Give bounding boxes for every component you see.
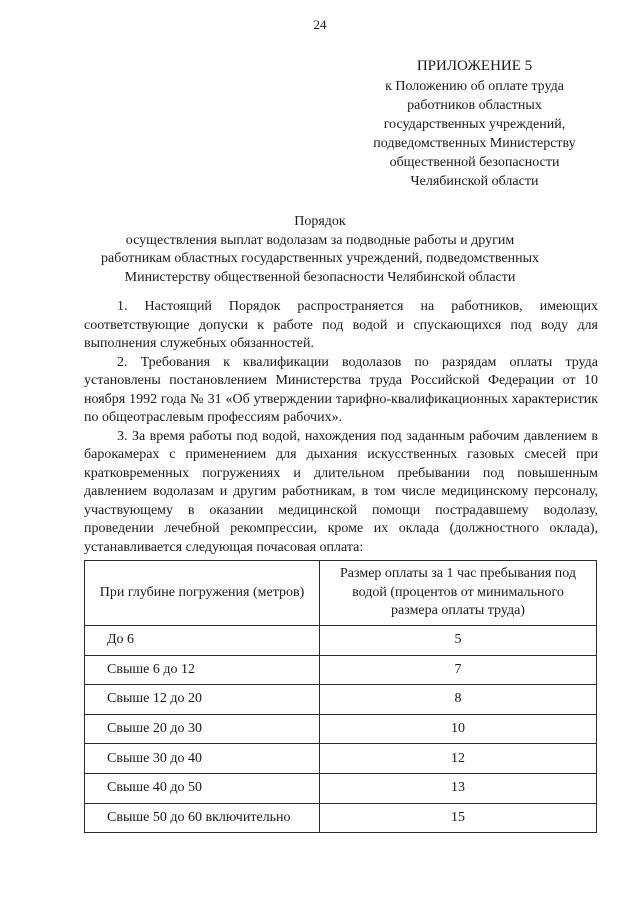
- appendix-line: Челябинской области: [410, 174, 539, 189]
- appendix-line: общественной безопасности: [389, 155, 560, 170]
- heading-line: осуществления выплат водолазам за подводные работы и другим: [125, 232, 515, 248]
- depth-cell: До 6: [85, 626, 320, 656]
- document-heading: [80, 213, 560, 287]
- depth-cell: Свыше 40 до 50: [85, 773, 320, 803]
- table-row: [85, 655, 597, 685]
- depth-cell: Свыше 30 до 40: [85, 744, 320, 774]
- depth-cell: Свыше 20 до 30: [85, 714, 320, 744]
- table-row: [85, 714, 597, 744]
- rate-cell: 7: [320, 655, 597, 685]
- table-row: [85, 685, 597, 715]
- heading-line: работникам областных государственных учреждений, подведомственных: [100, 251, 539, 266]
- heading-line: Министерству общественной безопасности Челябинской области: [124, 269, 516, 285]
- table-row: [85, 626, 597, 656]
- heading-title: Порядок: [294, 214, 346, 229]
- appendix-title: ПРИЛОЖЕНИЕ 5: [416, 58, 533, 74]
- appendix-block: [352, 57, 597, 191]
- rate-cell: 5: [320, 626, 597, 656]
- appendix-line: государственных учреждений,: [383, 117, 566, 132]
- table-row: [85, 744, 597, 774]
- depth-cell: Свыше 50 до 60 включительно: [85, 803, 320, 833]
- paragraph-3: 3. За время работы под водой, нахождения под заданным рабочим давлением в барокамерах с применением для дыхания искусственных газовых смесей при кратковременных погружениях и длительном пребывании под повышенным давлением водолазам и другим работникам, в том числе медицинскому персоналу, участвующему в оказании медицинской помощи пострадавшему водолазу, проведении лечебной рекомпрессии, кроме их оклада (должностного оклада), устанавливается следующая почасовая оплата:: [84, 428, 598, 555]
- depth-cell: Свыше 6 до 12: [85, 655, 320, 685]
- header-rate: Размер оплаты за 1 час пребывания под водой (процентов от минимального размера оплаты труда): [320, 561, 597, 626]
- appendix-line: подведомственных Министерству: [373, 136, 576, 151]
- rate-cell: 10: [320, 714, 597, 744]
- table-row: [85, 773, 597, 803]
- rate-cell: 8: [320, 685, 597, 715]
- table-header-row: [85, 561, 597, 626]
- header-depth: При глубине погружения (метров): [85, 561, 320, 626]
- rate-cell: 15: [320, 803, 597, 833]
- appendix-line: к Положению об оплате труда: [385, 79, 564, 94]
- page-number: 24: [313, 17, 327, 32]
- rate-table: [84, 560, 597, 833]
- table-row: [85, 803, 597, 833]
- depth-cell: Свыше 12 до 20: [85, 685, 320, 715]
- body-text: [84, 298, 598, 557]
- paragraph-2: 2. Требования к квалификации водолазов по разрядам оплаты труда установлены постановлением Министерства труда Российской Федерации от 10 ноября 1992 года № 31 «Об утверждении тарифно-квалификационных характеристик по общеотраслевым профессиям рабочих».: [84, 354, 598, 425]
- rate-cell: 13: [320, 773, 597, 803]
- paragraph-1: 1. Настоящий Порядок распространяется на работников, имеющих соответствующие допуски к работе под водой и спускающихся под воду для выполнения служебных обязанностей.: [84, 299, 598, 351]
- rate-cell: 12: [320, 744, 597, 774]
- appendix-line: работников областных: [407, 98, 542, 113]
